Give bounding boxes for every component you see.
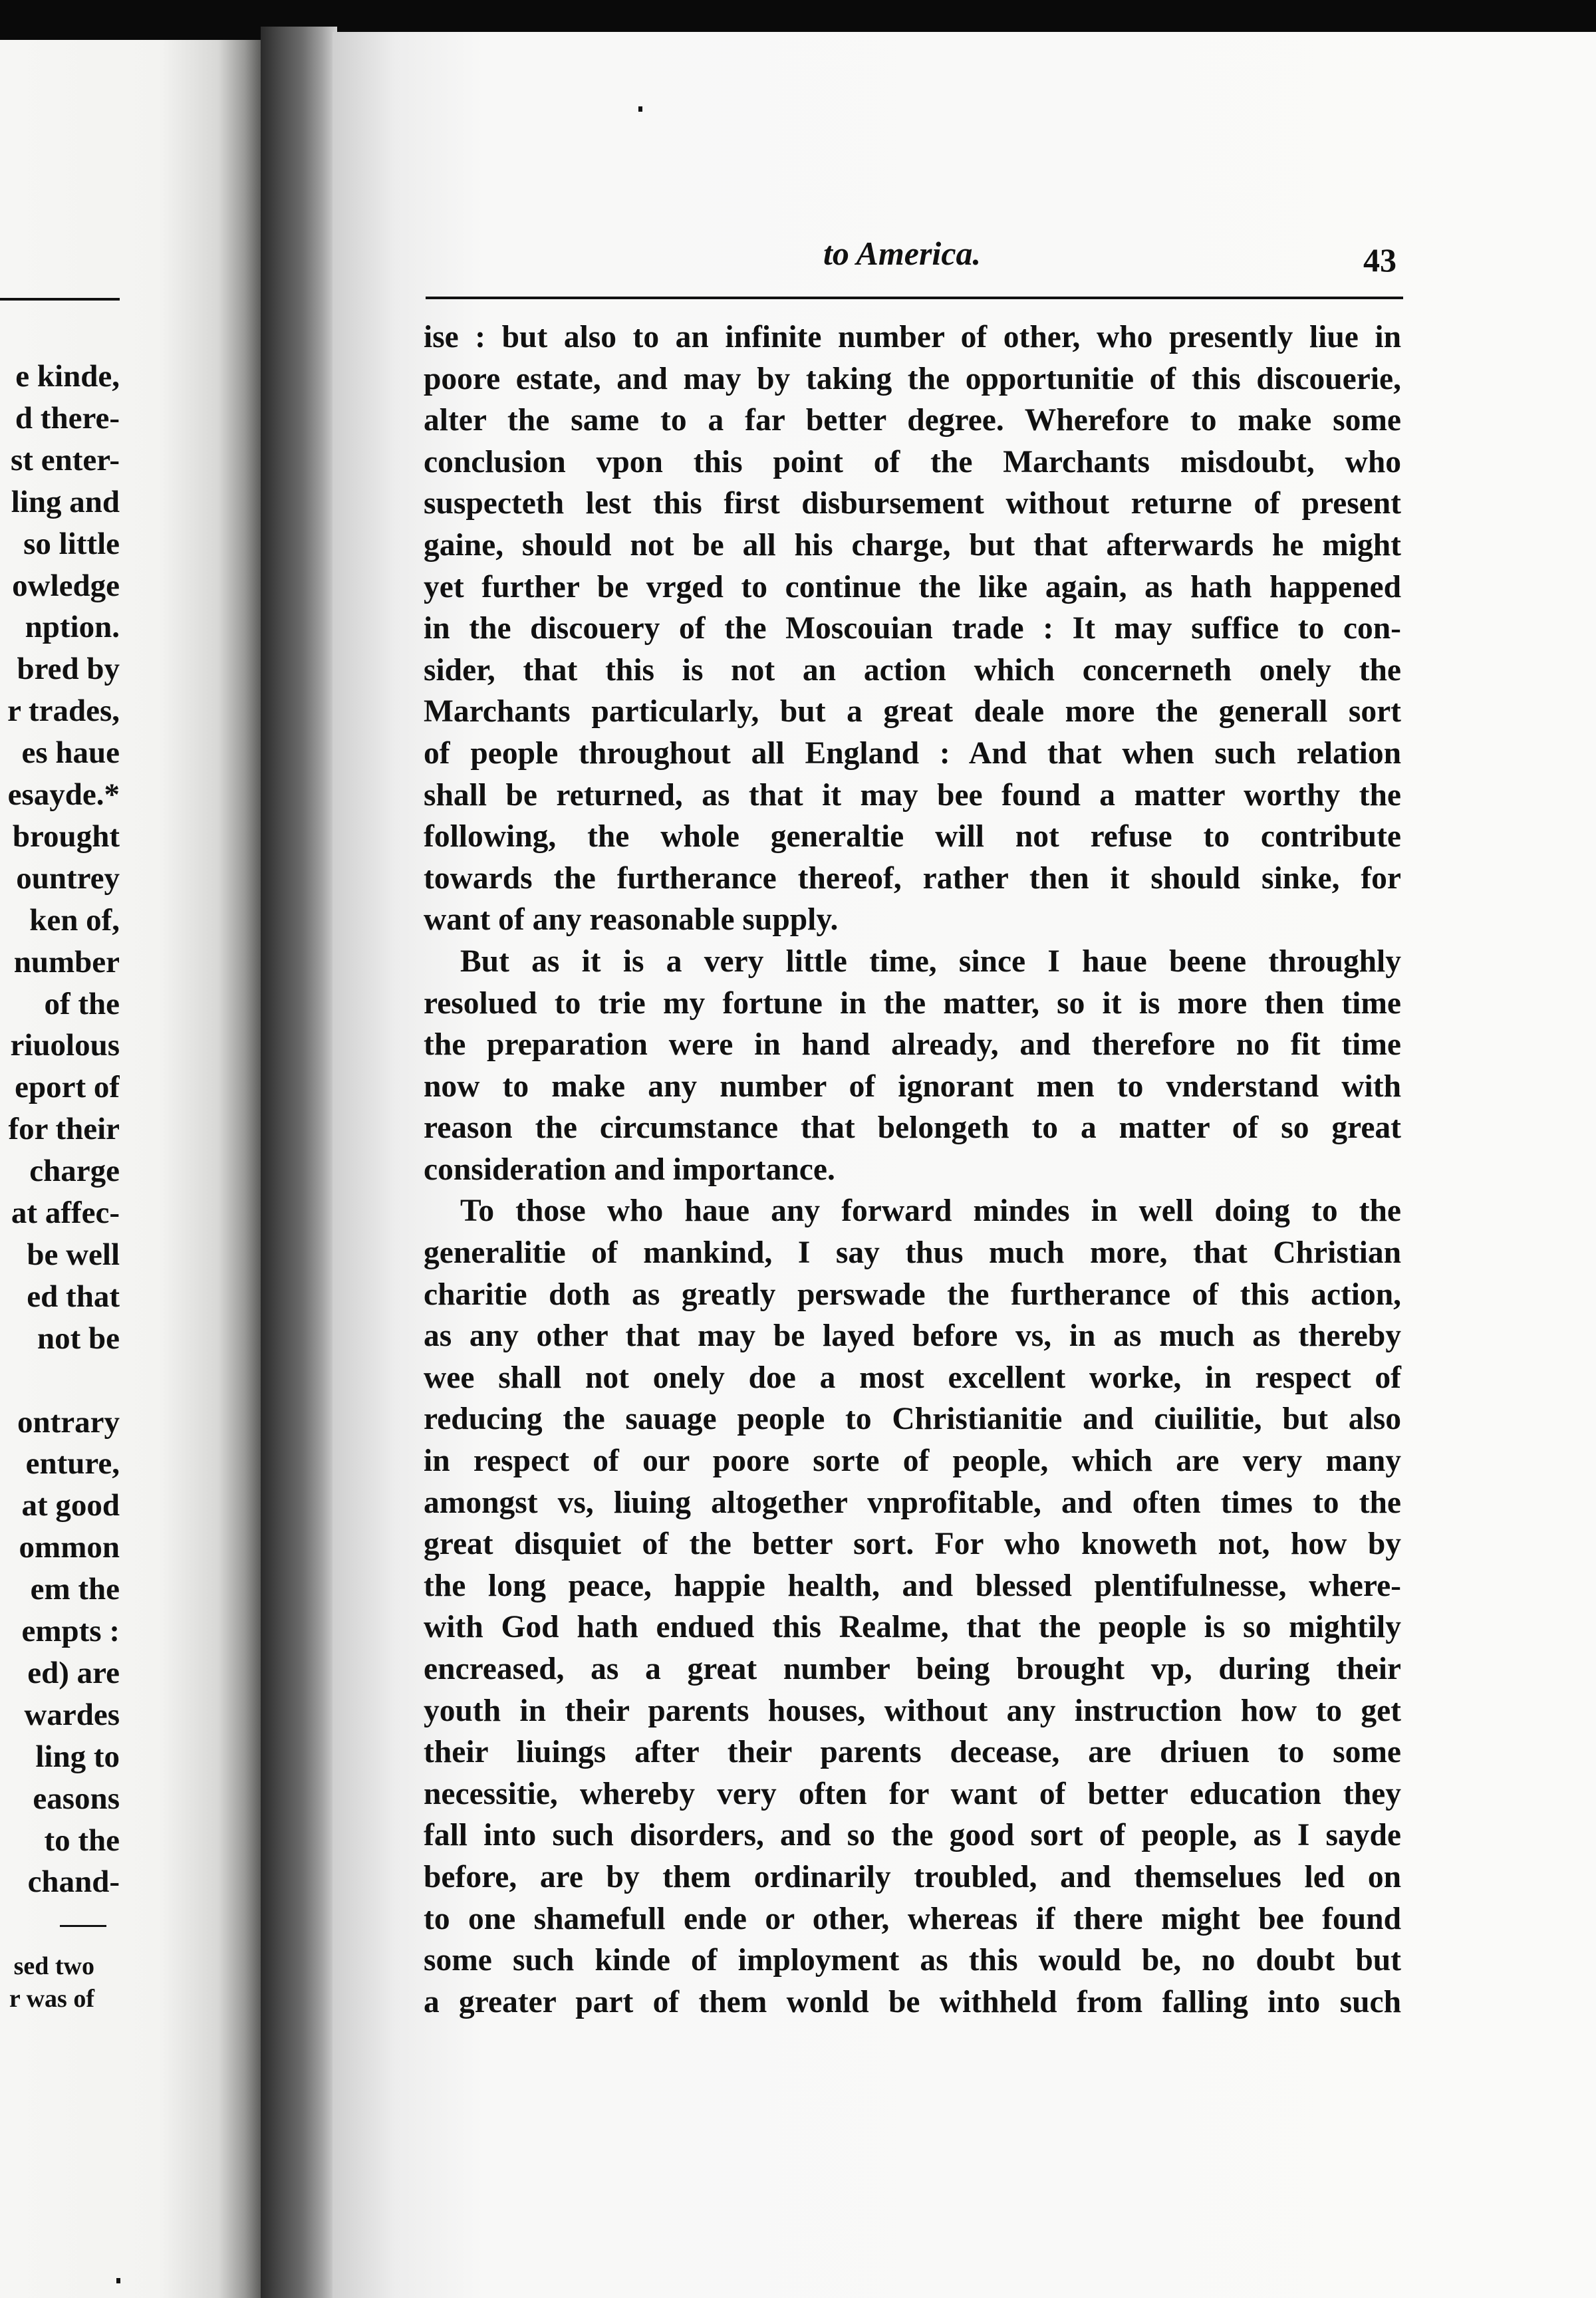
previous-page-line: at affec-: [11, 1196, 120, 1230]
book-gutter-shadow: [261, 27, 337, 2298]
previous-page-line: owledge: [12, 568, 120, 603]
previous-page-line: ed) are: [27, 1655, 120, 1690]
text-line: generalitie of mankind, I say thus much more, that Christian: [424, 1235, 1401, 1271]
previous-page-line: esayde.*: [7, 777, 120, 812]
previous-page-line: e kinde,: [15, 359, 120, 394]
text-line: some such kinde of imployment as this would be, no doubt but: [424, 1943, 1401, 1978]
previous-page-line: be well: [27, 1237, 120, 1272]
text-line: consideration and importance.: [424, 1152, 835, 1187]
text-line: wee shall not onely doe a most excellent worke, in respect of: [424, 1360, 1401, 1395]
previous-page-line: number: [13, 944, 120, 979]
paragraph: [424, 941, 1401, 1191]
header-rule: [426, 297, 1403, 299]
previous-page-line: nption.: [25, 610, 120, 645]
text-line: in respect of our poore sorte of people, which are very many: [424, 1444, 1401, 1479]
text-line: reason the circumstance that belongeth to a matter of so great: [424, 1110, 1401, 1146]
running-head: to America.: [823, 235, 982, 272]
scan-speck: [638, 106, 642, 112]
previous-page-line: ountrey: [16, 860, 120, 896]
previous-page-line: enture,: [25, 1446, 120, 1481]
text-line: Marchants particularly, but a great deale more the generall sort: [424, 694, 1401, 729]
previous-page-line: to the: [44, 1823, 120, 1858]
previous-page-line: chand-: [27, 1864, 120, 1900]
text-line: their liuings after their parents decease, are driuen to some: [424, 1735, 1401, 1770]
scan-speck: [116, 2278, 120, 2283]
text-line: encreased, as a great number being brought vp, during their: [424, 1652, 1401, 1686]
text-line: alter the same to a far better degree. Wherefore to make some: [424, 403, 1401, 438]
text-line: now to make any number of ignorant men to vnderstand with: [424, 1069, 1401, 1104]
previous-page-line: ken of,: [29, 902, 120, 938]
text-line: fall into such disorders, and so the good sort of people, as I sayde: [424, 1818, 1401, 1853]
previous-page-line: not be: [37, 1321, 120, 1356]
previous-page-line: for their: [8, 1112, 120, 1147]
text-line: before, are by them ordinarily troubled, and themselues led on: [424, 1859, 1401, 1894]
previous-page-line: d there-: [15, 400, 120, 436]
previous-page-line: es haue: [21, 735, 120, 771]
previous-page-line: st enter-: [11, 442, 120, 477]
paragraph: [424, 317, 1401, 941]
text-line: shall be returned, as that it may bee found a matter worthy the: [424, 777, 1401, 813]
text-line: the preparation were in hand already, and therefore no fit time: [424, 1027, 1401, 1063]
text-line: charitie doth as greatly perswade the furtherance of this action,: [424, 1277, 1401, 1312]
previous-page-footnote-rule: [60, 1925, 106, 1927]
previous-page-line: ling to: [35, 1739, 120, 1774]
previous-page-line: of the: [44, 986, 120, 1021]
previous-page-header-rule: [0, 298, 120, 301]
previous-page-line: so little: [23, 526, 120, 561]
previous-page-line: ling and: [11, 484, 120, 519]
previous-page-line: bred by: [17, 652, 120, 687]
previous-page-text-column: [0, 40, 120, 2298]
text-line: But as it is a very little time, since I haue beene throughly: [460, 944, 1401, 979]
text-line: great disquiet of the better sort. For who knoweth not, how by: [424, 1527, 1401, 1562]
previous-page-line: riuolous: [10, 1028, 120, 1063]
previous-page-footnote-line: r was of: [9, 1985, 94, 2013]
text-line: towards the furtherance thereof, rather then it should sinke, for: [424, 860, 1401, 896]
text-line: want of any reasonable supply.: [424, 902, 839, 938]
previous-page-line: brought: [12, 819, 120, 854]
previous-page-line: ed that: [27, 1279, 120, 1314]
text-line: poore estate, and may by taking the opportunitie of this discouerie,: [424, 361, 1401, 396]
previous-page-line: ommon: [19, 1530, 120, 1565]
text-line: conclusion vpon this point of the Marchants misdoubt, who: [424, 444, 1401, 479]
text-line: gaine, should not be all his charge, but that afterwards he might: [424, 527, 1401, 563]
previous-page-line: empts :: [21, 1614, 120, 1648]
text-line: yet further be vrged to continue the like again, as hath happened: [424, 569, 1401, 604]
previous-page-line: r trades,: [7, 694, 120, 729]
text-line: as any other that may be layed before vs, in as much as thereby: [424, 1319, 1401, 1354]
text-line: resolued to trie my fortune in the matter, so it is more then time: [424, 985, 1401, 1021]
previous-page-line: at good: [21, 1488, 120, 1523]
text-line: sider, that this is not an action which concerneth onely the: [424, 652, 1401, 688]
text-line: necessitie, whereby very often for want of better education they: [424, 1776, 1401, 1811]
page-number: 43: [1363, 241, 1396, 279]
text-line: To those who haue any forward mindes in well doing to the: [460, 1194, 1401, 1229]
text-line: ise : but also to an infinite number of other, who presently liue in: [424, 320, 1401, 354]
text-line: youth in their parents houses, without any instruction how to get: [424, 1693, 1401, 1728]
text-line: in the discouery of the Moscouian trade : It may suffice to con-: [424, 611, 1401, 646]
previous-page-line: charge: [29, 1154, 120, 1189]
text-line: suspecteth lest this first disbursement without returne of present: [424, 486, 1401, 521]
previous-page-footnote-line: sed two: [13, 1952, 94, 1980]
text-line: with God hath endued this Realme, that the people is so mightily: [424, 1610, 1401, 1645]
body-text: [424, 317, 1401, 2023]
previous-page-line: ontrary: [17, 1404, 120, 1440]
text-line: following, the whole generaltie will not refuse to contribute: [424, 819, 1401, 854]
previous-page-line: wardes: [24, 1697, 120, 1732]
text-line: reducing the sauage people to Christianitie and ciuilitie, but also: [424, 1402, 1401, 1437]
text-line: amongst vs, liuing altogether vnprofitable, and often times to the: [424, 1485, 1401, 1520]
text-line: the long peace, happie health, and blessed plentifulnesse, where-: [424, 1568, 1401, 1603]
previous-page-line: eport of: [15, 1070, 120, 1105]
paragraph: [424, 1190, 1401, 2023]
previous-page-line: em the: [30, 1572, 120, 1607]
previous-page-line: easons: [33, 1781, 120, 1816]
text-line: a greater part of them wonld be withheld from falling into such: [424, 1984, 1401, 2019]
text-line: of people throughout all England : And that when such relation: [424, 735, 1401, 771]
previous-page-edge: [0, 40, 266, 2298]
text-line: to one shamefull ende or other, whereas if there might bee found: [424, 1901, 1401, 1936]
